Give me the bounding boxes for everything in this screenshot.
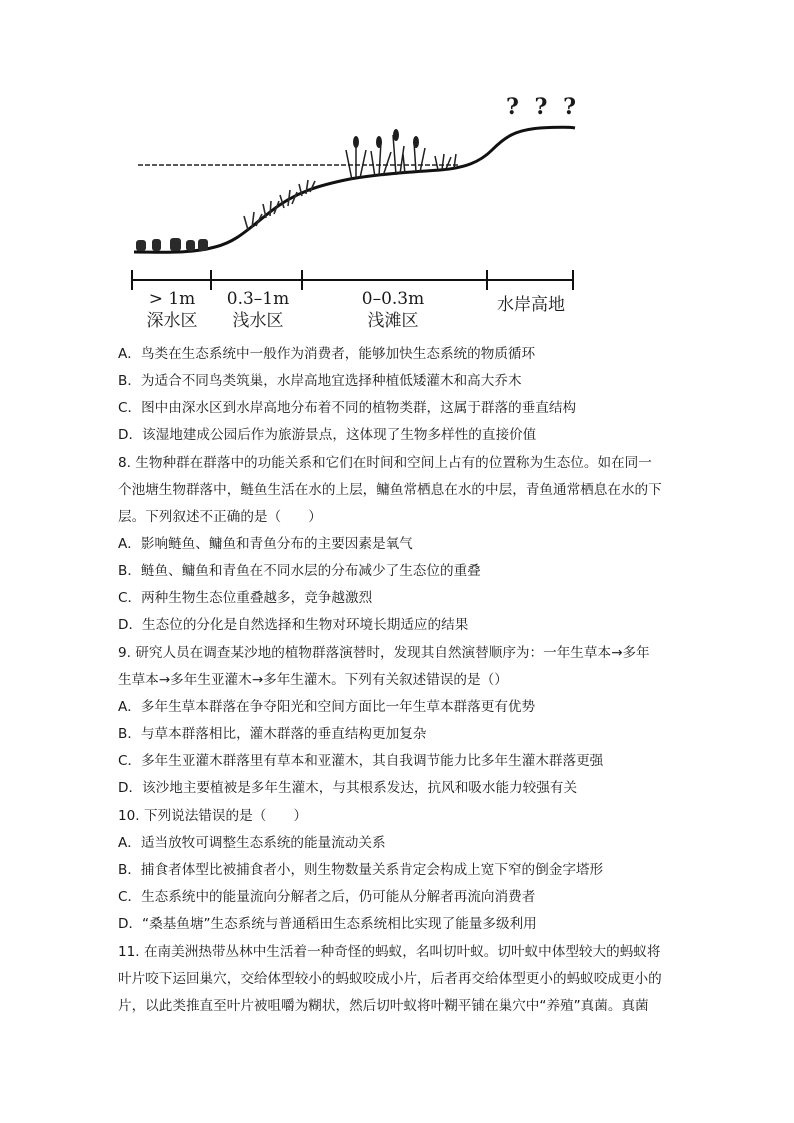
q11-stem-line: 11. 在南美洲热带丛林中生活着一种奇怪的蚂蚁，名叫切叶蚁。切叶蚁中体型较大的蚂蚁将: [118, 944, 661, 960]
zone-depth-label: 0–0.3m: [361, 289, 425, 309]
q10-option-b: B．捕食者体型比被捕食者小，则生物数量关系肯定会构成上宽下窄的倒金字塔形: [118, 862, 604, 878]
q11-stem-line: 叶片咬下运回巢穴，交给体型较小的蚂蚁咬成小片，后者再交给体型更小的蚂蚁咬成更小的: [118, 971, 662, 987]
q10-option-c: C．生态系统中的能量流向分解者之后，仍可能从分解者再流向消费者: [118, 889, 536, 905]
q7-option-a: A．鸟类在生态系统中一般作为消费者，能够加快生态系统的物质循环: [118, 346, 536, 362]
flower-heads-icon: [353, 129, 419, 148]
q9-stem-line: 9. 研究人员在调查某沙地的植物群落演替时，发现其自然演替顺序为：一年生草本→多年: [118, 645, 650, 661]
q7-option-c: C．图中由深水区到水岸高地分布着不同的植物类群，这属于群落的垂直结构: [118, 400, 577, 416]
zone-name-label: 浅水区: [232, 311, 284, 331]
q11-stem-line: 片，以此类推直至叶片被咀嚼为糊状，然后切叶蚁将叶糊平铺在巢穴中“养殖”真菌。真菌: [118, 998, 649, 1014]
q7-option-b: B．为适合不同鸟类筑巢，水岸高地宜选择种植低矮灌木和高大乔木: [118, 373, 522, 389]
q8-option-d: D．生态位的分化是自然选择和生物对环境长期适应的结果: [118, 617, 469, 633]
q8-stem-line: 层。下列叙述不正确的是（ ）: [118, 509, 322, 525]
zone-depth-label: > 1m: [148, 289, 196, 309]
wetland-profile-figure: [120, 92, 590, 342]
q9-option-b: B．与草本群落相比，灌木群落的垂直结构更加复杂: [118, 726, 427, 742]
zone-name-label: 水岸高地: [497, 295, 565, 315]
q8-option-b: B．鲢鱼、鳙鱼和青鱼在不同水层的分布减少了生态位的重叠: [118, 563, 481, 579]
q8-option-c: C．两种生物生态位重叠越多，竞争越激烈: [118, 590, 373, 606]
q8-stem-line: 8. 生物种群在群落中的功能关系和它们在时间和空间上占有的位置称为生态位。如在同一: [118, 455, 652, 471]
q10-stem-line: 10. 下列说法错误的是（ ）: [118, 808, 308, 824]
zone-name-label: 深水区: [146, 311, 198, 331]
q9-stem-line: 生草本→多年生亚灌木→多年生灌木。下列有关叙述错误的是（）: [118, 672, 508, 688]
q9-option-a: A．多年生草本群落在争夺阳光和空间方面比一年生草本群落更有优势: [118, 699, 536, 715]
question-marks-label: ? ? ?: [506, 94, 580, 120]
q7-option-d: D．该湿地建成公园后作为旅游景点，这体现了生物多样性的直接价值: [118, 427, 537, 443]
q9-option-d: D．该沙地主要植被是多年生灌木，与其根系发达，抗风和吸水能力较强有关: [118, 780, 578, 796]
q9-option-c: C．多年生亚灌木群落里有草本和亚灌木，其自我调节能力比多年生灌木群落更强: [118, 753, 604, 769]
q8-option-a: A．影响鲢鱼、鳙鱼和青鱼分布的主要因素是氧气: [118, 536, 413, 552]
q10-option-a: A．适当放牧可调整生态系统的能量流动关系: [118, 835, 386, 851]
zone-name-label: 浅滩区: [367, 311, 419, 331]
q10-option-d: D．“桑基鱼塘”生态系统与普通稻田生态系统相比实现了能量多级利用: [118, 916, 537, 932]
q8-stem-line: 个池塘生物群落中，鲢鱼生活在水的上层，鳙鱼常栖息在水的中层，青鱼通常栖息在水的下: [118, 482, 662, 498]
zone-depth-label: 0.3–1m: [226, 289, 290, 309]
zone-scale-bar: [132, 270, 574, 290]
